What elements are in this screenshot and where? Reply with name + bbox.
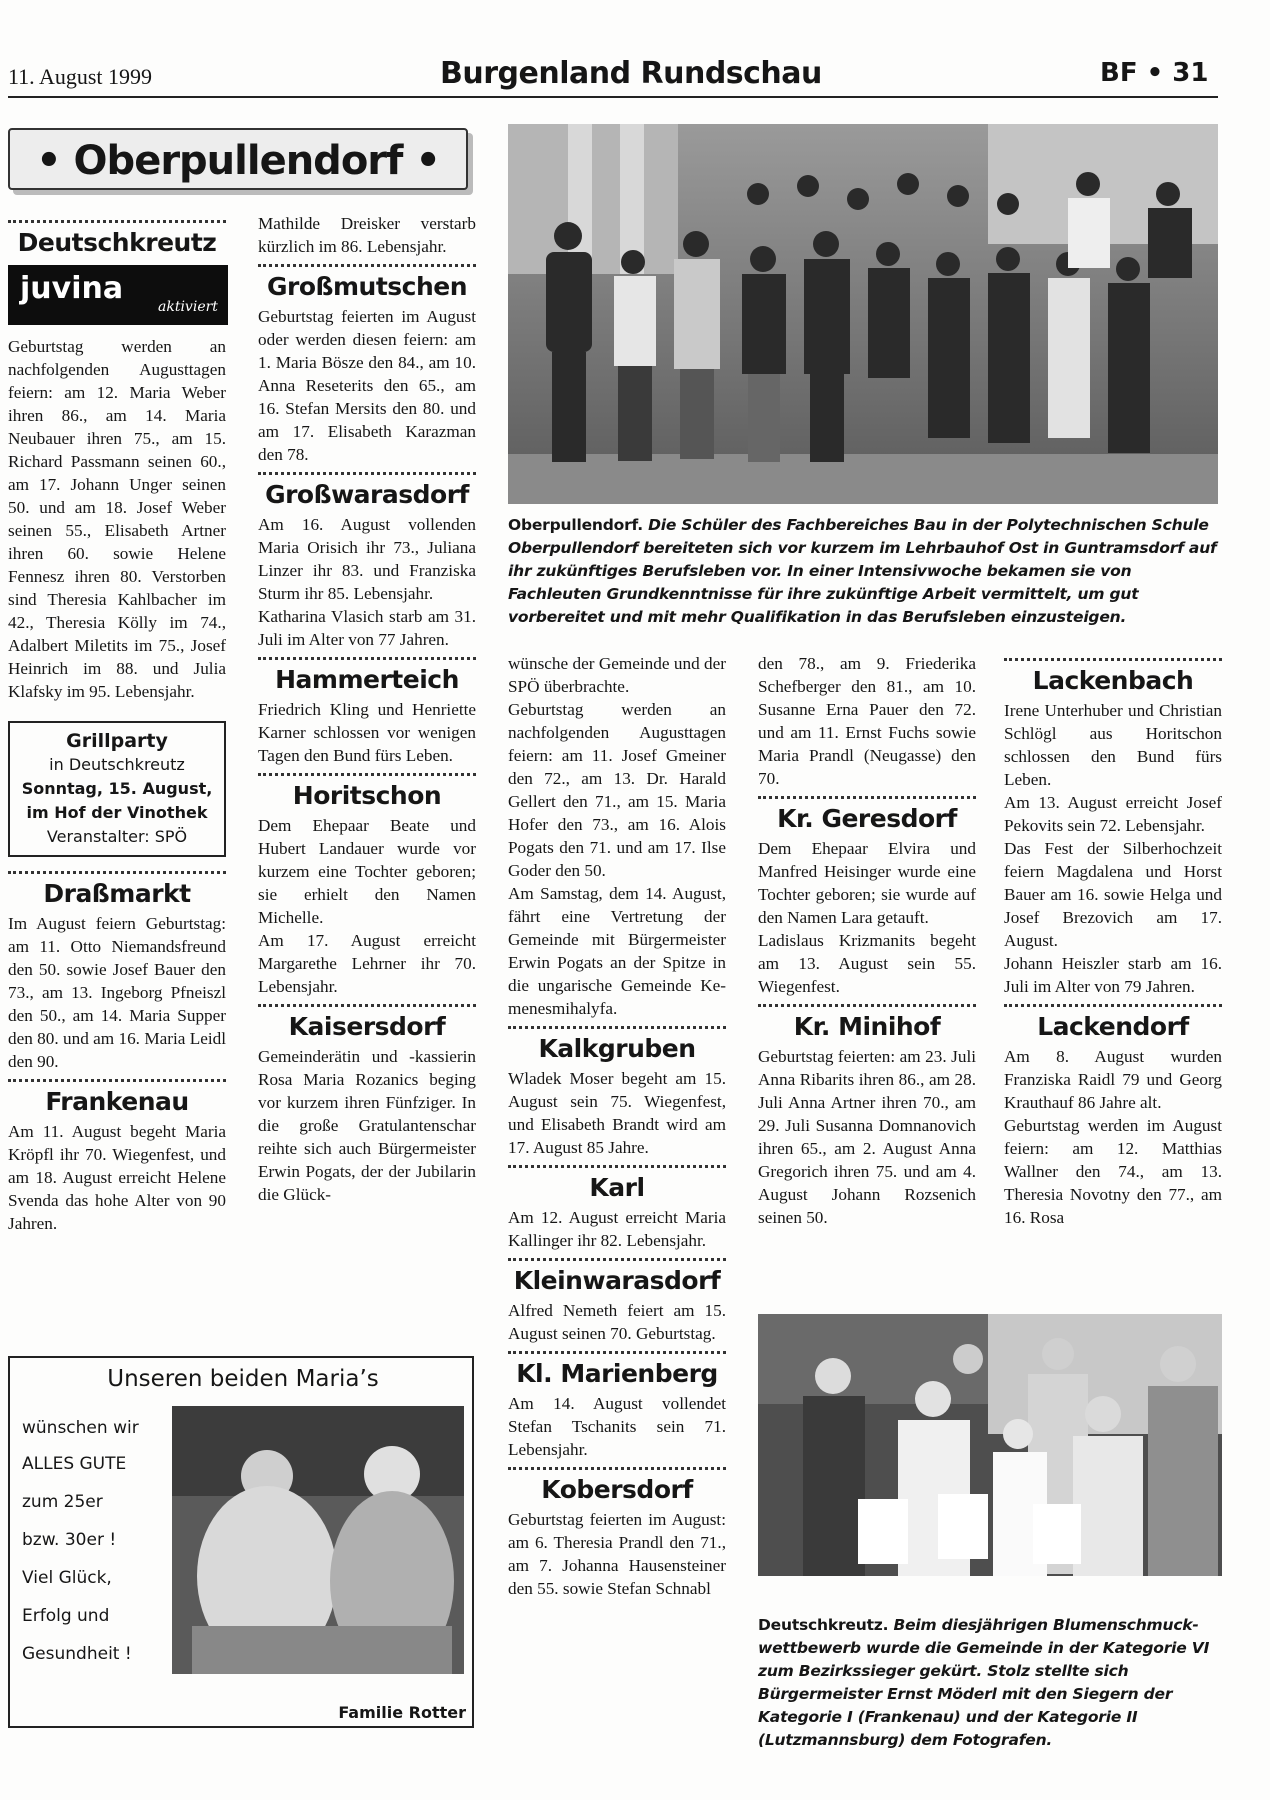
caption-text: Die Schüler des Fachbereiches Bau in der Polytechnischen Schule Oberpullendorf bereiteten sich vor kurzem im Lehrbauhof Ost in Guntramsdorf auf ihr zukünftiges Berufsleben vor. In einer Intensivwoche bekamen sie von Fachleuten Grundkenntnisse für ihre zukünftige Arbeit vermittelt, um gut vorbereitet und mit mehr Qualifikation in das Berufsleben einzusteigen.	[508, 516, 1217, 626]
school-group-photo-caption	[508, 514, 1220, 629]
article-text: Das Fest der Silberhochzeit feiern Magdalena und Horst Bauer am 16. sowie Helga und Josef Brezovich am 17. August.	[1004, 839, 1222, 950]
heading-drassmarkt: Draßmarkt	[43, 879, 191, 908]
divider	[258, 472, 476, 475]
greeting-line: zum 25er	[22, 1492, 103, 1512]
newspaper-title: Burgenland Rundschau	[440, 56, 822, 91]
article-text: Wladek Moser begeht am 15. August sein 75. Wiegenfest, und Elisabeth Brandt wird am 17. August 85 Jahre.	[508, 1069, 726, 1157]
article-text: Dem Ehepaar Elvira und Manfred Heisinger wurde eine Tochter geboren; sie wurde auf den Namen Lara getauft.	[758, 839, 976, 927]
divider	[258, 1004, 476, 1007]
flower-contest-caption	[758, 1614, 1224, 1752]
heading-kr-minihof: Kr. Minihof	[793, 1012, 941, 1041]
article-text: Am 16. August vollenden Maria Orisich ihr 73., Juliana Linzer ihr 83. und Franziska Sturm ihr 85. Lebensjahr.	[258, 515, 476, 603]
caption-lead: Oberpullendorf.	[508, 516, 643, 534]
greeting-ad-signature: Familie Rotter	[338, 1703, 466, 1722]
article-text: Am 17. August erreicht Margarethe Lehrner ihr 70. Lebensjahr.	[258, 931, 476, 996]
caption-text: Beim diesjährigen Blumenschmuckwettbewerb wurde die Gemeinde in der Kategorie VI zum Bezirkssieger gekürt. Stolz stellte sich Bürgermeister Ernst Möderl mit den Siegern der Kategorie I (Frankenau) und der Kategorie II (Lutzmannsburg) dem Fotografen.	[758, 1616, 1210, 1749]
grillparty-box	[8, 721, 226, 857]
divider	[1004, 658, 1222, 661]
divider	[8, 220, 226, 223]
marias-photo	[172, 1406, 464, 1674]
article-text: Gemeinderätin und -kassierin Rosa Maria Rozanics beging vor kurzem ihren Fünfziger. In die große Gratulantenschar reihte sich auch Bürgermeister Erwin Pogats, der der Jubilarin die Glück-	[258, 1047, 476, 1204]
greeting-line: wünschen wir	[22, 1418, 139, 1438]
heading-hammerteich: Hammerteich	[275, 665, 459, 694]
article-text: wünsche der Gemeinde und der SPÖ überbrachte.	[508, 654, 726, 696]
heading-kleinwarasdorf: Kleinwarasdorf	[513, 1266, 721, 1295]
article-text: Dem Ehepaar Beate und Hubert Landauer wurde vor kurzem eine Tochter geboren; sie erhielt den Namen Michelle.	[258, 816, 476, 927]
article-text: Am 8. August wurden Franziska Raidl 79 und Georg Krauthauf 86 Jahre alt.	[1004, 1047, 1222, 1112]
heading-karl: Karl	[589, 1173, 645, 1202]
article-text: Johann Heiszler starb am 16. Juli im Alter von 79 Jahren.	[1004, 954, 1222, 996]
article-text: Irene Unterhuber und Christian Schlögl aus Horitschon schlossen den Bund fürs Leben.	[1004, 701, 1222, 789]
column-4	[758, 652, 976, 1229]
article-text: Geburtstag werden an nachfolgenden Augusttagen feiern: am 11. Josef Gmeiner den 72., am 13. Dr. Harald Gellert den 71., am 15. Maria Hofer den 73., am 16. Alois Pogats den 71. und am 17. Ilse Goder den 50.	[508, 700, 726, 880]
article-text: Geburtstag feierten im August: am 6. Theresia Prandl den 71., am 7. Johanna Hausensteiner den 55. sowie Stefan Schnabl	[508, 1510, 726, 1598]
article-text: Am 11. August begeht Maria Kröpfl ihr 70. Wiegenfest, und am 18. August erreicht Helene Svenda das hohe Alter von 90 Jahren.	[8, 1122, 226, 1233]
divider	[758, 796, 976, 799]
grillparty-line: im Hof der Vinothek	[26, 803, 208, 822]
divider	[508, 1165, 726, 1168]
article-text: Alfred Nemeth feiert am 15. August seinen 70. Geburtstag.	[508, 1301, 726, 1343]
greeting-line: Erfolg und	[22, 1606, 110, 1626]
divider	[758, 1004, 976, 1007]
divider	[258, 264, 476, 267]
greeting-ad-title: Unseren beiden Maria’s	[107, 1366, 379, 1392]
page-number: BF • 31	[1100, 58, 1209, 88]
heading-kobersdorf: Kobersdorf	[541, 1475, 693, 1504]
divider	[258, 773, 476, 776]
heading-kalkgruben: Kalkgruben	[538, 1034, 696, 1063]
heading-kr-geresdorf: Kr. Geresdorf	[777, 804, 957, 833]
greeting-line: Viel Glück,	[22, 1568, 112, 1588]
issue-date: 11. August 1999	[8, 64, 153, 89]
article-text: den 78., am 9. Friederika Schefberger den 81., am 10. Susanne Erna Pauer den 72. und am 11. Ernst Fuchs sowie Maria Prandl (Neugasse) den 70.	[758, 654, 976, 788]
greeting-line: bzw. 30er !	[22, 1530, 117, 1550]
heading-kaisersdorf: Kaisersdorf	[288, 1012, 446, 1041]
article-text: Im August feiern Geburtstag: am 11. Otto Niemandsfreund den 50. sowie Josef Bauer den 73., am 13. Ingeborg Pfneiszl den 50., am 14. Maria Supper den 80. und am 16. Maria Leidl den 90.	[8, 914, 226, 1071]
grillparty-line: Sonntag, 15. August,	[21, 779, 213, 798]
article-text: Am 13. August erreicht Josef Pekovits sein 72. Lebensjahr.	[1004, 793, 1222, 835]
article-text: Mathilde Dreisker verstarb kürzlich im 86. Lebensjahr.	[258, 214, 476, 256]
juvina-logo-sub: aktiviert	[158, 299, 218, 315]
divider	[508, 1026, 726, 1029]
article-text: Am Samstag, dem 14. August, fährt eine Vertretung der Gemeinde mit Bürgermeister Erwin Pogats an der Spitze in die ungarische Gemeinde Kemenesmihalyfa.	[508, 884, 726, 1018]
column-1	[8, 214, 226, 1235]
region-banner: • Oberpullendorf •	[8, 128, 468, 190]
heading-lackendorf: Lackendorf	[1037, 1012, 1189, 1041]
heading-kl-marienberg: Kl. Marienberg	[516, 1359, 718, 1388]
article-text: Geburtstag feierten: am 23. Juli Anna Ribarits ihren 86., am 28. Juli Anna Artner ihren 70., am 29. Juli Susanna Domnanovich ihren 65., am 2. August Anna Gregorich ihren 75. und am 4. August Johann Rozsenich seinen 50.	[758, 1047, 976, 1227]
grillparty-title: Grillparty	[66, 730, 168, 752]
heading-lackenbach: Lackenbach	[1032, 666, 1194, 695]
heading-grosswarasdorf: Großwarasdorf	[265, 480, 469, 509]
divider	[508, 1467, 726, 1470]
heading-deutschkreutz: Deutschkreutz	[17, 228, 217, 257]
flower-contest-photo	[758, 1314, 1222, 1576]
article-text: Am 12. August erreicht Maria Kallinger ihr 82. Lebensjahr.	[508, 1208, 726, 1250]
greeting-ad-box	[8, 1356, 474, 1728]
article-text: Geburtstag werden im August feiern: am 12. Matthias Wallner den 74., am 13. Theresia Novotny den 77., am 16. Rosa	[1004, 1116, 1222, 1227]
greeting-line: ALLES GUTE	[22, 1454, 127, 1474]
divider	[508, 1351, 726, 1354]
heading-horitschon: Horitschon	[292, 781, 442, 810]
column-2	[258, 212, 476, 1206]
column-5	[1004, 652, 1222, 1229]
school-group-photo-image	[508, 124, 1218, 504]
greeting-line: Gesundheit !	[22, 1644, 132, 1664]
divider	[258, 657, 476, 660]
juvina-logo-text: juvina	[20, 271, 124, 306]
header-rule	[8, 96, 1218, 98]
article-text: Am 14. August vollendet Stefan Tschanits sein 71. Lebensjahr.	[508, 1394, 726, 1459]
article-text: Katharina Vlasich starb am 31. Juli im Alter von 77 Jahren.	[258, 607, 476, 649]
flower-contest-photo-image	[758, 1314, 1222, 1576]
divider	[8, 1079, 226, 1082]
juvina-logo	[8, 265, 228, 325]
school-group-photo	[508, 124, 1218, 504]
article-text: Friedrich Kling und Henriette Karner schlossen vor wenigen Tagen den Bund fürs Leben.	[258, 700, 476, 765]
divider	[508, 1258, 726, 1261]
divider	[1004, 1004, 1222, 1007]
caption-lead: Deutschkreutz.	[758, 1616, 889, 1634]
divider	[8, 871, 226, 874]
heading-grossmutschen: Großmutschen	[266, 272, 468, 301]
column-3	[508, 652, 726, 1600]
heading-frankenau: Frankenau	[45, 1087, 189, 1116]
article-text: Geburtstag feierten im August oder werden diesen feiern: am 1. Maria Bösze den 84., am 10. Anna Reseterits den 65., am 16. Stefan Mersits den 80. und am 17. Elisabeth Karazman den 78.	[258, 307, 476, 464]
marias-photo-image	[172, 1406, 464, 1674]
grillparty-line: in Deutschkreutz	[49, 755, 185, 774]
article-text: Geburtstag werden an nachfolgenden Augusttagen feiern: am 12. Maria Weber ihren 86., am 14. Maria Neubauer ihren 75., am 15. Richard Passmann seinen 60., am 17. Johann Unger seinen 50. und am 18. Josef Weber seinen 55., Elisabeth Artner ihren 60. sowie Helene Fennesz ihren 80. Verstorben sind Theresia Kahlbacher im 42., Theresia Kölly im 74., Adalbert Miletits im 75., Josef Heinrich im 88. und Julia Klafsky im 95. Lebensjahr.	[8, 337, 226, 701]
article-text: Ladislaus Krizmanits begeht am 13. August sein 55. Wiegenfest.	[758, 931, 976, 996]
grillparty-line: Veranstalter: SPÖ	[46, 827, 188, 846]
